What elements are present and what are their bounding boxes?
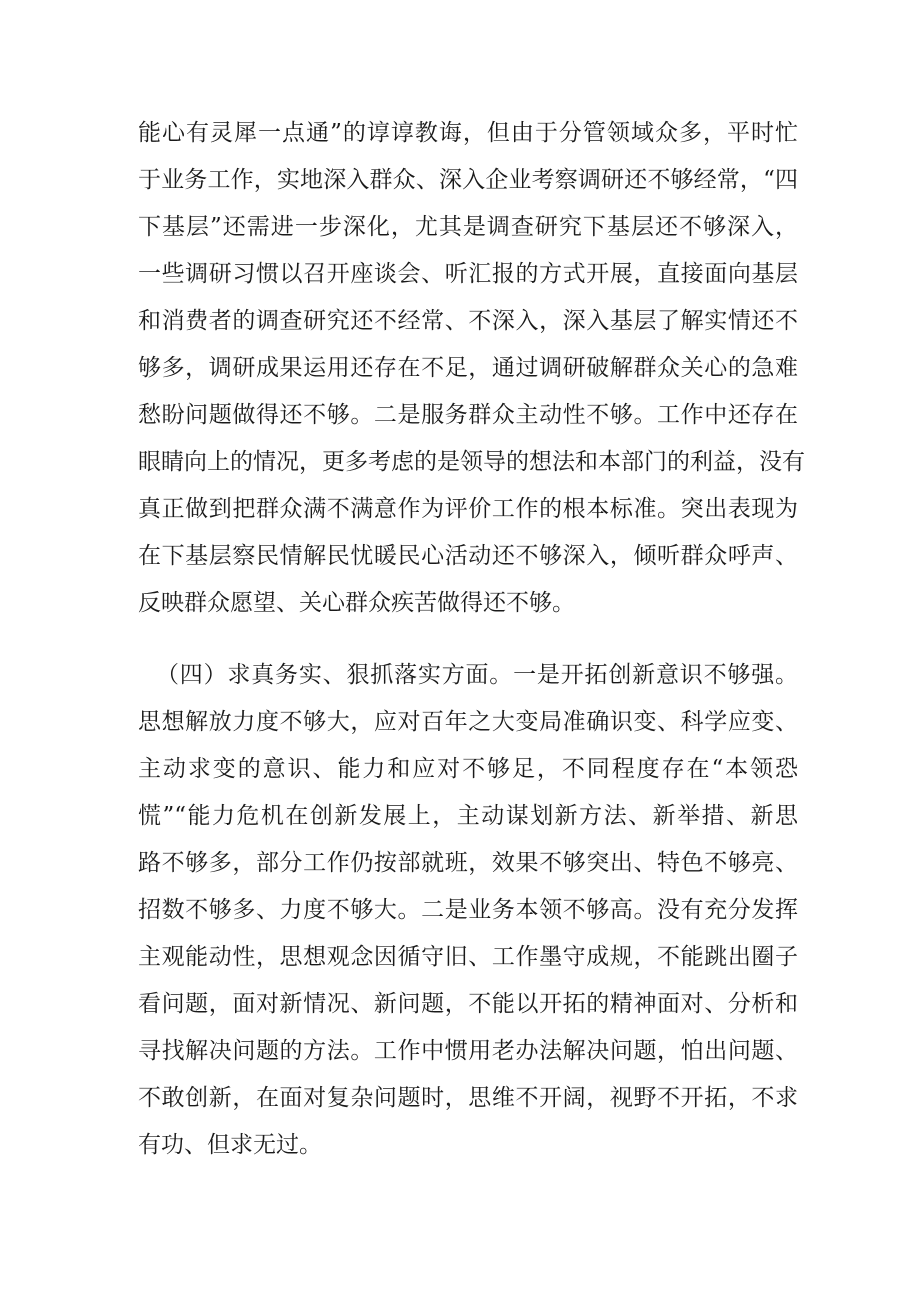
paragraph-line: 能心有灵犀一点通”的谆谆教诲，但由于分管领域众多，平时忙	[138, 120, 798, 146]
paragraph-line: 一些调研习惯以召开座谈会、听汇报的方式开展，直接面向基层	[138, 261, 798, 287]
paragraph-line: 真正做到把群众满不满意作为评价工作的根本标准。突出表现为	[138, 496, 798, 522]
paragraph-line: 和消费者的调查研究还不经常、不深入，深入基层了解实情还不	[138, 308, 798, 334]
paragraph-line: 愁盼问题做得还不够。二是服务群众主动性不够。工作中还存在	[138, 402, 798, 428]
paragraph-line: 寻找解决问题的方法。工作中惯用老办法解决问题，怕出问题、	[138, 1038, 798, 1064]
paragraph-2	[138, 652, 798, 1169]
paragraph-line: 眼睛向上的情况，更多考虑的是领导的想法和本部门的利益，没有	[138, 449, 805, 475]
paragraph-line: 主动求变的意识、能力和应对不够足，不同程度存在“本领恐	[138, 756, 798, 782]
paragraph-line: 有功、但求无过。	[138, 1132, 322, 1158]
paragraph-line-indented: （四）求真务实、狠抓落实方面。一是开拓创新意识不够强。	[156, 662, 798, 688]
paragraph-line: 于业务工作，实地深入群众、深入企业考察调研还不够经常，“四	[138, 167, 798, 193]
paragraph-line: 路不够多，部分工作仍按部就班，效果不够突出、特色不够亮、	[138, 850, 798, 876]
paragraph-line: 看问题，面对新情况、新问题，不能以开拓的精神面对、分析和	[138, 991, 798, 1017]
paragraph-line: 在下基层察民情解民忧暖民心活动还不够深入，倾听群众呼声、	[138, 543, 798, 569]
paragraph-line: 思想解放力度不够大，应对百年之大变局准确识变、科学应变、	[138, 709, 798, 735]
paragraph-gap	[138, 627, 798, 652]
paragraph-line: 下基层”还需进一步深化，尤其是调查研究下基层还不够深入，	[138, 214, 798, 240]
document-body	[138, 110, 805, 1169]
paragraph-line: 主观能动性，思想观念因循守旧、工作墨守成规，不能跳出圈子	[138, 944, 798, 970]
paragraph-line: 招数不够多、力度不够大。二是业务本领不够高。没有充分发挥	[138, 897, 798, 923]
paragraph-line: 够多，调研成果运用还存在不足，通过调研破解群众关心的急难	[138, 355, 798, 381]
paragraph-line: 不敢创新，在面对复杂问题时，思维不开阔，视野不开拓，不求	[138, 1085, 798, 1111]
paragraph-line: 反映群众愿望、关心群众疾苦做得还不够。	[138, 590, 575, 616]
paragraph-line: 慌”“能力危机在创新发展上，主动谋划新方法、新举措、新思	[138, 803, 798, 829]
paragraph-1	[138, 110, 805, 627]
